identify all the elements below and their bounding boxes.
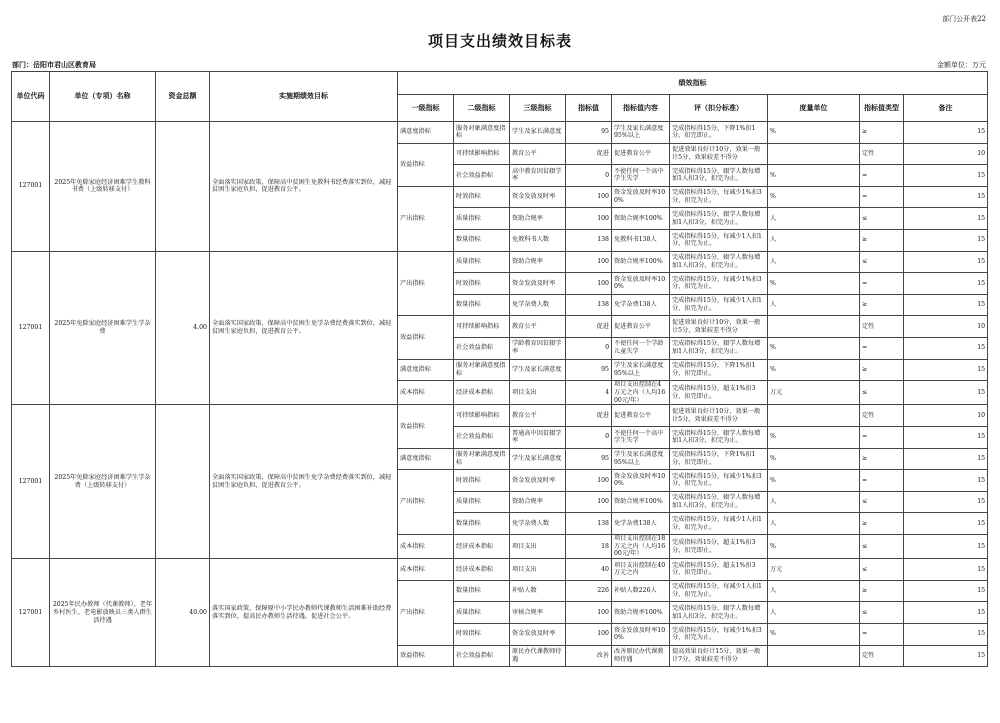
- measure-cell: 人: [768, 491, 860, 513]
- content-cell: 不使任何一个高中学生失学: [612, 165, 670, 187]
- content-cell: 项目支出控制在40万元之内: [612, 559, 670, 581]
- page-number: 部门公开表22: [942, 15, 986, 23]
- measure-cell: 万元: [768, 381, 860, 405]
- level2-cell: 可持续影响指标: [454, 405, 510, 427]
- table-row: [12, 251, 988, 273]
- value-cell: 改善: [566, 645, 612, 667]
- eval-cell: 完成指标得15分，下降1%扣1分，扣完即止。: [670, 122, 768, 144]
- measure-cell: %: [768, 623, 860, 645]
- level2-cell: 可持续影响指标: [454, 143, 510, 165]
- amount-cell: 40.00: [156, 559, 210, 667]
- value-type-cell: ≤: [860, 559, 904, 581]
- header-target: 实施期绩效目标: [210, 72, 398, 122]
- measure-cell: [768, 645, 860, 667]
- level2-cell: 数量指标: [454, 580, 510, 602]
- measure-cell: 人: [768, 294, 860, 316]
- value-type-cell: ≤: [860, 251, 904, 273]
- level1-cell: 满意度指标: [398, 448, 454, 470]
- level3-cell: 学生及家长满意度: [510, 359, 566, 381]
- value-cell: 促进: [566, 316, 612, 338]
- eval-cell: 完成指标得15分，每减少1%扣3分，扣完为止。: [670, 623, 768, 645]
- value-type-cell: ≤: [860, 208, 904, 230]
- measure-cell: 人: [768, 513, 860, 535]
- unit-code-cell: 127001: [12, 251, 50, 405]
- value-type-cell: =: [860, 337, 904, 359]
- level3-cell: 资助合规率: [510, 208, 566, 230]
- eval-cell: 完成指标得15分，辍学人数每增加1人扣3分，扣完为止。: [670, 602, 768, 624]
- value-type-cell: ≥: [860, 580, 904, 602]
- eval-cell: 完成指标得15分，下降1%扣1分，扣完即止。: [670, 359, 768, 381]
- value-type-cell: =: [860, 273, 904, 295]
- value-cell: 95: [566, 359, 612, 381]
- eval-cell: 促进效果良好计10分，效果一般计5分，效果较差不得分: [670, 143, 768, 165]
- header-amount: 资金总额: [156, 72, 210, 122]
- level2-cell: 可持续影响指标: [454, 316, 510, 338]
- level2-cell: 质量指标: [454, 251, 510, 273]
- project-name-cell: 2025年免除家庭经济困难学生教科书费（上级转移支付）: [50, 122, 156, 252]
- level1-cell: 产出指标: [398, 470, 454, 535]
- value-cell: 100: [566, 602, 612, 624]
- value-cell: 226: [566, 580, 612, 602]
- eval-cell: 完成指标得15分，每减少1人扣1分，扣完为止。: [670, 229, 768, 251]
- note-cell: 15: [904, 165, 988, 187]
- level3-cell: 免教科书人数: [510, 229, 566, 251]
- note-cell: 15: [904, 513, 988, 535]
- content-cell: 不使任何一个高中学生失学: [612, 426, 670, 448]
- value-type-cell: ≤: [860, 491, 904, 513]
- eval-cell: 完成指标得15分，每减少1%扣3分，扣完为止。: [670, 470, 768, 492]
- note-cell: 15: [904, 645, 988, 667]
- target-cell: 全面落实国家政策，保障高中贫困生免教科书经费落实到位，减轻贫困生家庭负担，促进教育公平。: [210, 122, 398, 252]
- level1-cell: 效益指标: [398, 316, 454, 359]
- measure-cell: %: [768, 426, 860, 448]
- eval-cell: 完成指标得15分，超支1%扣3分，扣完即止。: [670, 381, 768, 405]
- unit-code-cell: 127001: [12, 405, 50, 559]
- value-cell: 0: [566, 165, 612, 187]
- eval-cell: 完成指标得15分，下降1%扣1分，扣完即止。: [670, 448, 768, 470]
- level2-cell: 数量指标: [454, 294, 510, 316]
- header-vtype: 指标值类型: [860, 95, 904, 122]
- level3-cell: 教育公平: [510, 405, 566, 427]
- content-cell: 学生及家长满意度95%以上: [612, 359, 670, 381]
- level2-cell: 质量指标: [454, 602, 510, 624]
- header-eval: 评（扣分标准）: [670, 95, 768, 122]
- amount-cell: 4.00: [156, 251, 210, 405]
- page-title: 项目支出绩效目标表: [427, 32, 572, 50]
- eval-cell: 完成指标得15分，每减少1人扣1分，扣完为止。: [670, 294, 768, 316]
- level2-cell: 社会效益指标: [454, 337, 510, 359]
- measure-cell: 人: [768, 208, 860, 230]
- level3-cell: 免学杂费人数: [510, 513, 566, 535]
- content-cell: 免学杂费138人: [612, 294, 670, 316]
- level1-cell: 效益指标: [398, 645, 454, 667]
- level3-cell: 资金发放及时率: [510, 186, 566, 208]
- value-cell: 18: [566, 534, 612, 558]
- measure-cell: [768, 316, 860, 338]
- note-cell: 15: [904, 337, 988, 359]
- value-cell: 95: [566, 448, 612, 470]
- eval-cell: 完成指标得15分，辍学人数每增加1人扣3分，扣完为止。: [670, 208, 768, 230]
- value-cell: 100: [566, 186, 612, 208]
- level3-cell: 学生及家长满意度: [510, 448, 566, 470]
- note-cell: 10: [904, 143, 988, 165]
- unit-code-cell: 127001: [12, 559, 50, 667]
- level3-cell: 项目支出: [510, 381, 566, 405]
- value-type-cell: ≥: [860, 513, 904, 535]
- performance-table: [11, 71, 988, 667]
- eval-cell: 完成指标得15分，超支1%扣3分，扣完即止。: [670, 559, 768, 581]
- level3-cell: 资金发放及时率: [510, 273, 566, 295]
- content-cell: 促进教育公平: [612, 143, 670, 165]
- level2-cell: 经济成本指标: [454, 534, 510, 558]
- measure-cell: [768, 143, 860, 165]
- table-row: [12, 559, 988, 581]
- value-type-cell: ≤: [860, 602, 904, 624]
- note-cell: 15: [904, 381, 988, 405]
- measure-cell: 人: [768, 229, 860, 251]
- note-cell: 15: [904, 273, 988, 295]
- level2-cell: 经济成本指标: [454, 381, 510, 405]
- level2-cell: 数量指标: [454, 513, 510, 535]
- note-cell: 10: [904, 316, 988, 338]
- level3-cell: 学生及家长满意度: [510, 122, 566, 144]
- level1-cell: 产出指标: [398, 186, 454, 251]
- value-cell: 100: [566, 623, 612, 645]
- eval-cell: 完成指标得15分，每减少1人扣1分，扣完为止。: [670, 513, 768, 535]
- level3-cell: 教育公平: [510, 143, 566, 165]
- value-cell: 138: [566, 294, 612, 316]
- value-cell: 0: [566, 337, 612, 359]
- note-cell: 15: [904, 470, 988, 492]
- measure-cell: 人: [768, 602, 860, 624]
- value-type-cell: ≤: [860, 381, 904, 405]
- content-cell: 不使任何一个学龄儿童失学: [612, 337, 670, 359]
- header-content: 指标值内容: [612, 95, 670, 122]
- value-cell: 100: [566, 208, 612, 230]
- note-cell: 15: [904, 623, 988, 645]
- note-cell: 15: [904, 294, 988, 316]
- level1-cell: 成本指标: [398, 534, 454, 558]
- level3-cell: 资助合规率: [510, 251, 566, 273]
- measure-cell: %: [768, 165, 860, 187]
- level2-cell: 质量指标: [454, 491, 510, 513]
- value-cell: 4: [566, 381, 612, 405]
- note-cell: 15: [904, 534, 988, 558]
- measure-cell: [768, 405, 860, 427]
- level3-cell: 审核合规率: [510, 602, 566, 624]
- content-cell: 补贴人数226人: [612, 580, 670, 602]
- content-cell: 资助合规率100%: [612, 602, 670, 624]
- note-cell: 15: [904, 208, 988, 230]
- content-cell: 资金发放及时率100%: [612, 186, 670, 208]
- level2-cell: 服务对象满意度指标: [454, 359, 510, 381]
- note-cell: 15: [904, 186, 988, 208]
- level3-cell: 项目支出: [510, 559, 566, 581]
- value-type-cell: ≥: [860, 122, 904, 144]
- level1-cell: 效益指标: [398, 143, 454, 186]
- note-cell: 15: [904, 580, 988, 602]
- value-type-cell: =: [860, 426, 904, 448]
- level2-cell: 服务对象满意度指标: [454, 448, 510, 470]
- note-cell: 15: [904, 122, 988, 144]
- measure-cell: 人: [768, 580, 860, 602]
- eval-cell: 促进效果良好计10分，效果一般计5分，效果较差不得分: [670, 405, 768, 427]
- value-cell: 100: [566, 251, 612, 273]
- target-cell: 全面落实国家政策，保障高中贫困生免学杂费经费落实到位，减轻贫困生家庭负担，促进教育公平。: [210, 251, 398, 405]
- value-cell: 促进: [566, 143, 612, 165]
- measure-cell: %: [768, 534, 860, 558]
- header-note: 备注: [904, 95, 988, 122]
- measure-cell: %: [768, 470, 860, 492]
- level1-cell: 效益指标: [398, 405, 454, 448]
- value-type-cell: ≥: [860, 229, 904, 251]
- content-cell: 促进教育公平: [612, 405, 670, 427]
- eval-cell: 完成指标得15分，辍学人数每增加1人扣3分，扣完为止。: [670, 165, 768, 187]
- level3-cell: 免学杂费人数: [510, 294, 566, 316]
- content-cell: 改善原民办代课教师待遇: [612, 645, 670, 667]
- eval-cell: 完成指标得15分，辍学人数每增加1人扣3分，扣完为止。: [670, 337, 768, 359]
- header-name: 单位（专项）名称: [50, 72, 156, 122]
- target-cell: 落实国家政策，保障原中小学民办教师代课教师生活困难补助经费落实到位，提高民办教师生活待遇，促进社会公平。: [210, 559, 398, 667]
- header-measure: 度量单位: [768, 95, 860, 122]
- level2-cell: 时效指标: [454, 470, 510, 492]
- table-body: [12, 122, 988, 667]
- department-label: 部门：岳阳市君山区教育局: [12, 60, 96, 69]
- header-value: 指标值: [566, 95, 612, 122]
- value-cell: 促进: [566, 405, 612, 427]
- content-cell: 免教科书138人: [612, 229, 670, 251]
- amount-cell: [156, 122, 210, 252]
- content-cell: 资助合规率100%: [612, 251, 670, 273]
- value-type-cell: ≥: [860, 359, 904, 381]
- measure-cell: 人: [768, 251, 860, 273]
- header-l1: 一级指标: [398, 95, 454, 122]
- content-cell: 资助合规率100%: [612, 208, 670, 230]
- eval-cell: 完成指标得15分，每减少1%扣3分，扣完为止。: [670, 273, 768, 295]
- value-type-cell: 定性: [860, 405, 904, 427]
- value-cell: 100: [566, 491, 612, 513]
- value-type-cell: 定性: [860, 316, 904, 338]
- measure-cell: %: [768, 273, 860, 295]
- level1-cell: 产出指标: [398, 580, 454, 645]
- level1-cell: 成本指标: [398, 381, 454, 405]
- level1-cell: 满意度指标: [398, 359, 454, 381]
- note-cell: 15: [904, 559, 988, 581]
- value-cell: 95: [566, 122, 612, 144]
- measure-cell: %: [768, 186, 860, 208]
- project-name-cell: 2025年免除家庭经济困难学生学杂费（上级转移支付）: [50, 405, 156, 559]
- note-cell: 15: [904, 426, 988, 448]
- level2-cell: 经济成本指标: [454, 559, 510, 581]
- value-cell: 40: [566, 559, 612, 581]
- level2-cell: 服务对象满意度指标: [454, 122, 510, 144]
- content-cell: 资金发放及时率100%: [612, 470, 670, 492]
- level2-cell: 社会效益指标: [454, 645, 510, 667]
- value-cell: 100: [566, 273, 612, 295]
- value-type-cell: 定性: [860, 143, 904, 165]
- content-cell: 促进教育公平: [612, 316, 670, 338]
- value-cell: 138: [566, 229, 612, 251]
- eval-cell: 完成指标得15分，每减少1%扣3分，扣完为止。: [670, 186, 768, 208]
- level3-cell: 补贴人数: [510, 580, 566, 602]
- note-cell: 10: [904, 405, 988, 427]
- header-l3: 三级指标: [510, 95, 566, 122]
- note-cell: 15: [904, 251, 988, 273]
- content-cell: 资助合规率100%: [612, 491, 670, 513]
- unit-code-cell: 127001: [12, 122, 50, 252]
- value-cell: 100: [566, 470, 612, 492]
- header-code: 单位代码: [12, 72, 50, 122]
- project-name-cell: 2025年民办教师（代课教师）、老年乡村医生、老电影放映员三类人群生活待遇: [50, 559, 156, 667]
- level3-cell: 高中教育因贫辍学率: [510, 165, 566, 187]
- level3-cell: 资助合规率: [510, 491, 566, 513]
- value-type-cell: ≥: [860, 294, 904, 316]
- table-row: [12, 405, 988, 427]
- value-type-cell: =: [860, 470, 904, 492]
- level3-cell: 学龄教育因贫辍学率: [510, 337, 566, 359]
- value-type-cell: =: [860, 186, 904, 208]
- header-perf: 绩效指标: [398, 72, 988, 95]
- measure-cell: %: [768, 448, 860, 470]
- level3-cell: 项目支出: [510, 534, 566, 558]
- level2-cell: 时效指标: [454, 623, 510, 645]
- project-name-cell: 2025年免除家庭经济困难学生学杂费: [50, 251, 156, 405]
- content-cell: 学生及家长满意度95%以上: [612, 122, 670, 144]
- value-type-cell: =: [860, 165, 904, 187]
- level3-cell: 资金发放及时率: [510, 623, 566, 645]
- note-cell: 15: [904, 229, 988, 251]
- level1-cell: 产出指标: [398, 251, 454, 316]
- note-cell: 15: [904, 448, 988, 470]
- value-cell: 0: [566, 426, 612, 448]
- measure-cell: %: [768, 122, 860, 144]
- content-cell: 学生及家长满意度95%以上: [612, 448, 670, 470]
- value-cell: 138: [566, 513, 612, 535]
- level3-cell: 教育公平: [510, 316, 566, 338]
- content-cell: 项目支出控制在18万元之内（人均1600元/年）: [612, 534, 670, 558]
- level3-cell: 普通高中因贫辍学率: [510, 426, 566, 448]
- measure-cell: %: [768, 359, 860, 381]
- level3-cell: 资金发放及时率: [510, 470, 566, 492]
- content-cell: 免学杂费138人: [612, 513, 670, 535]
- level2-cell: 社会效益指标: [454, 426, 510, 448]
- eval-cell: 完成指标得15分，每减少1人扣1分，扣完为止。: [670, 580, 768, 602]
- amount-cell: [156, 405, 210, 559]
- value-type-cell: =: [860, 623, 904, 645]
- level1-cell: 满意度指标: [398, 122, 454, 144]
- table-row: [12, 122, 988, 144]
- content-cell: 项目支出控制在4万元之内（人均1600元/年）: [612, 381, 670, 405]
- eval-cell: 完成指标得15分，辍学人数每增加1人扣3分，扣完为止。: [670, 426, 768, 448]
- measure-cell: 万元: [768, 559, 860, 581]
- value-type-cell: ≤: [860, 534, 904, 558]
- level1-cell: 成本指标: [398, 559, 454, 581]
- target-cell: 全面落实国家政策，保障高中贫困生免学杂费经费落实到位，减轻贫困生家庭负担，促进教育公平。: [210, 405, 398, 559]
- level2-cell: 质量指标: [454, 208, 510, 230]
- eval-cell: 完成指标得15分，辍学人数每增加1人扣3分，扣完为止。: [670, 491, 768, 513]
- measure-cell: %: [768, 337, 860, 359]
- eval-cell: 促进效果良好计10分，效果一般计5分，效果较差不得分: [670, 316, 768, 338]
- value-type-cell: ≥: [860, 448, 904, 470]
- content-cell: 资金发放及时率100%: [612, 273, 670, 295]
- content-cell: 资金发放及时率100%: [612, 623, 670, 645]
- value-type-cell: 定性: [860, 645, 904, 667]
- level2-cell: 时效指标: [454, 186, 510, 208]
- level2-cell: 社会效益指标: [454, 165, 510, 187]
- level3-cell: 原民办代课教师待遇: [510, 645, 566, 667]
- note-cell: 15: [904, 359, 988, 381]
- note-cell: 15: [904, 602, 988, 624]
- header-l2: 二级指标: [454, 95, 510, 122]
- eval-cell: 提高效果良好计15分，效果一般计7分，效果较差不得分: [670, 645, 768, 667]
- note-cell: 15: [904, 491, 988, 513]
- level2-cell: 时效指标: [454, 273, 510, 295]
- eval-cell: 完成指标得15分，超支1%扣3分，扣完即止。: [670, 534, 768, 558]
- eval-cell: 完成指标得15分，辍学人数每增加1人扣3分，扣完为止。: [670, 251, 768, 273]
- amount-unit-label: 金额单位：万元: [937, 61, 986, 69]
- level2-cell: 数量指标: [454, 229, 510, 251]
